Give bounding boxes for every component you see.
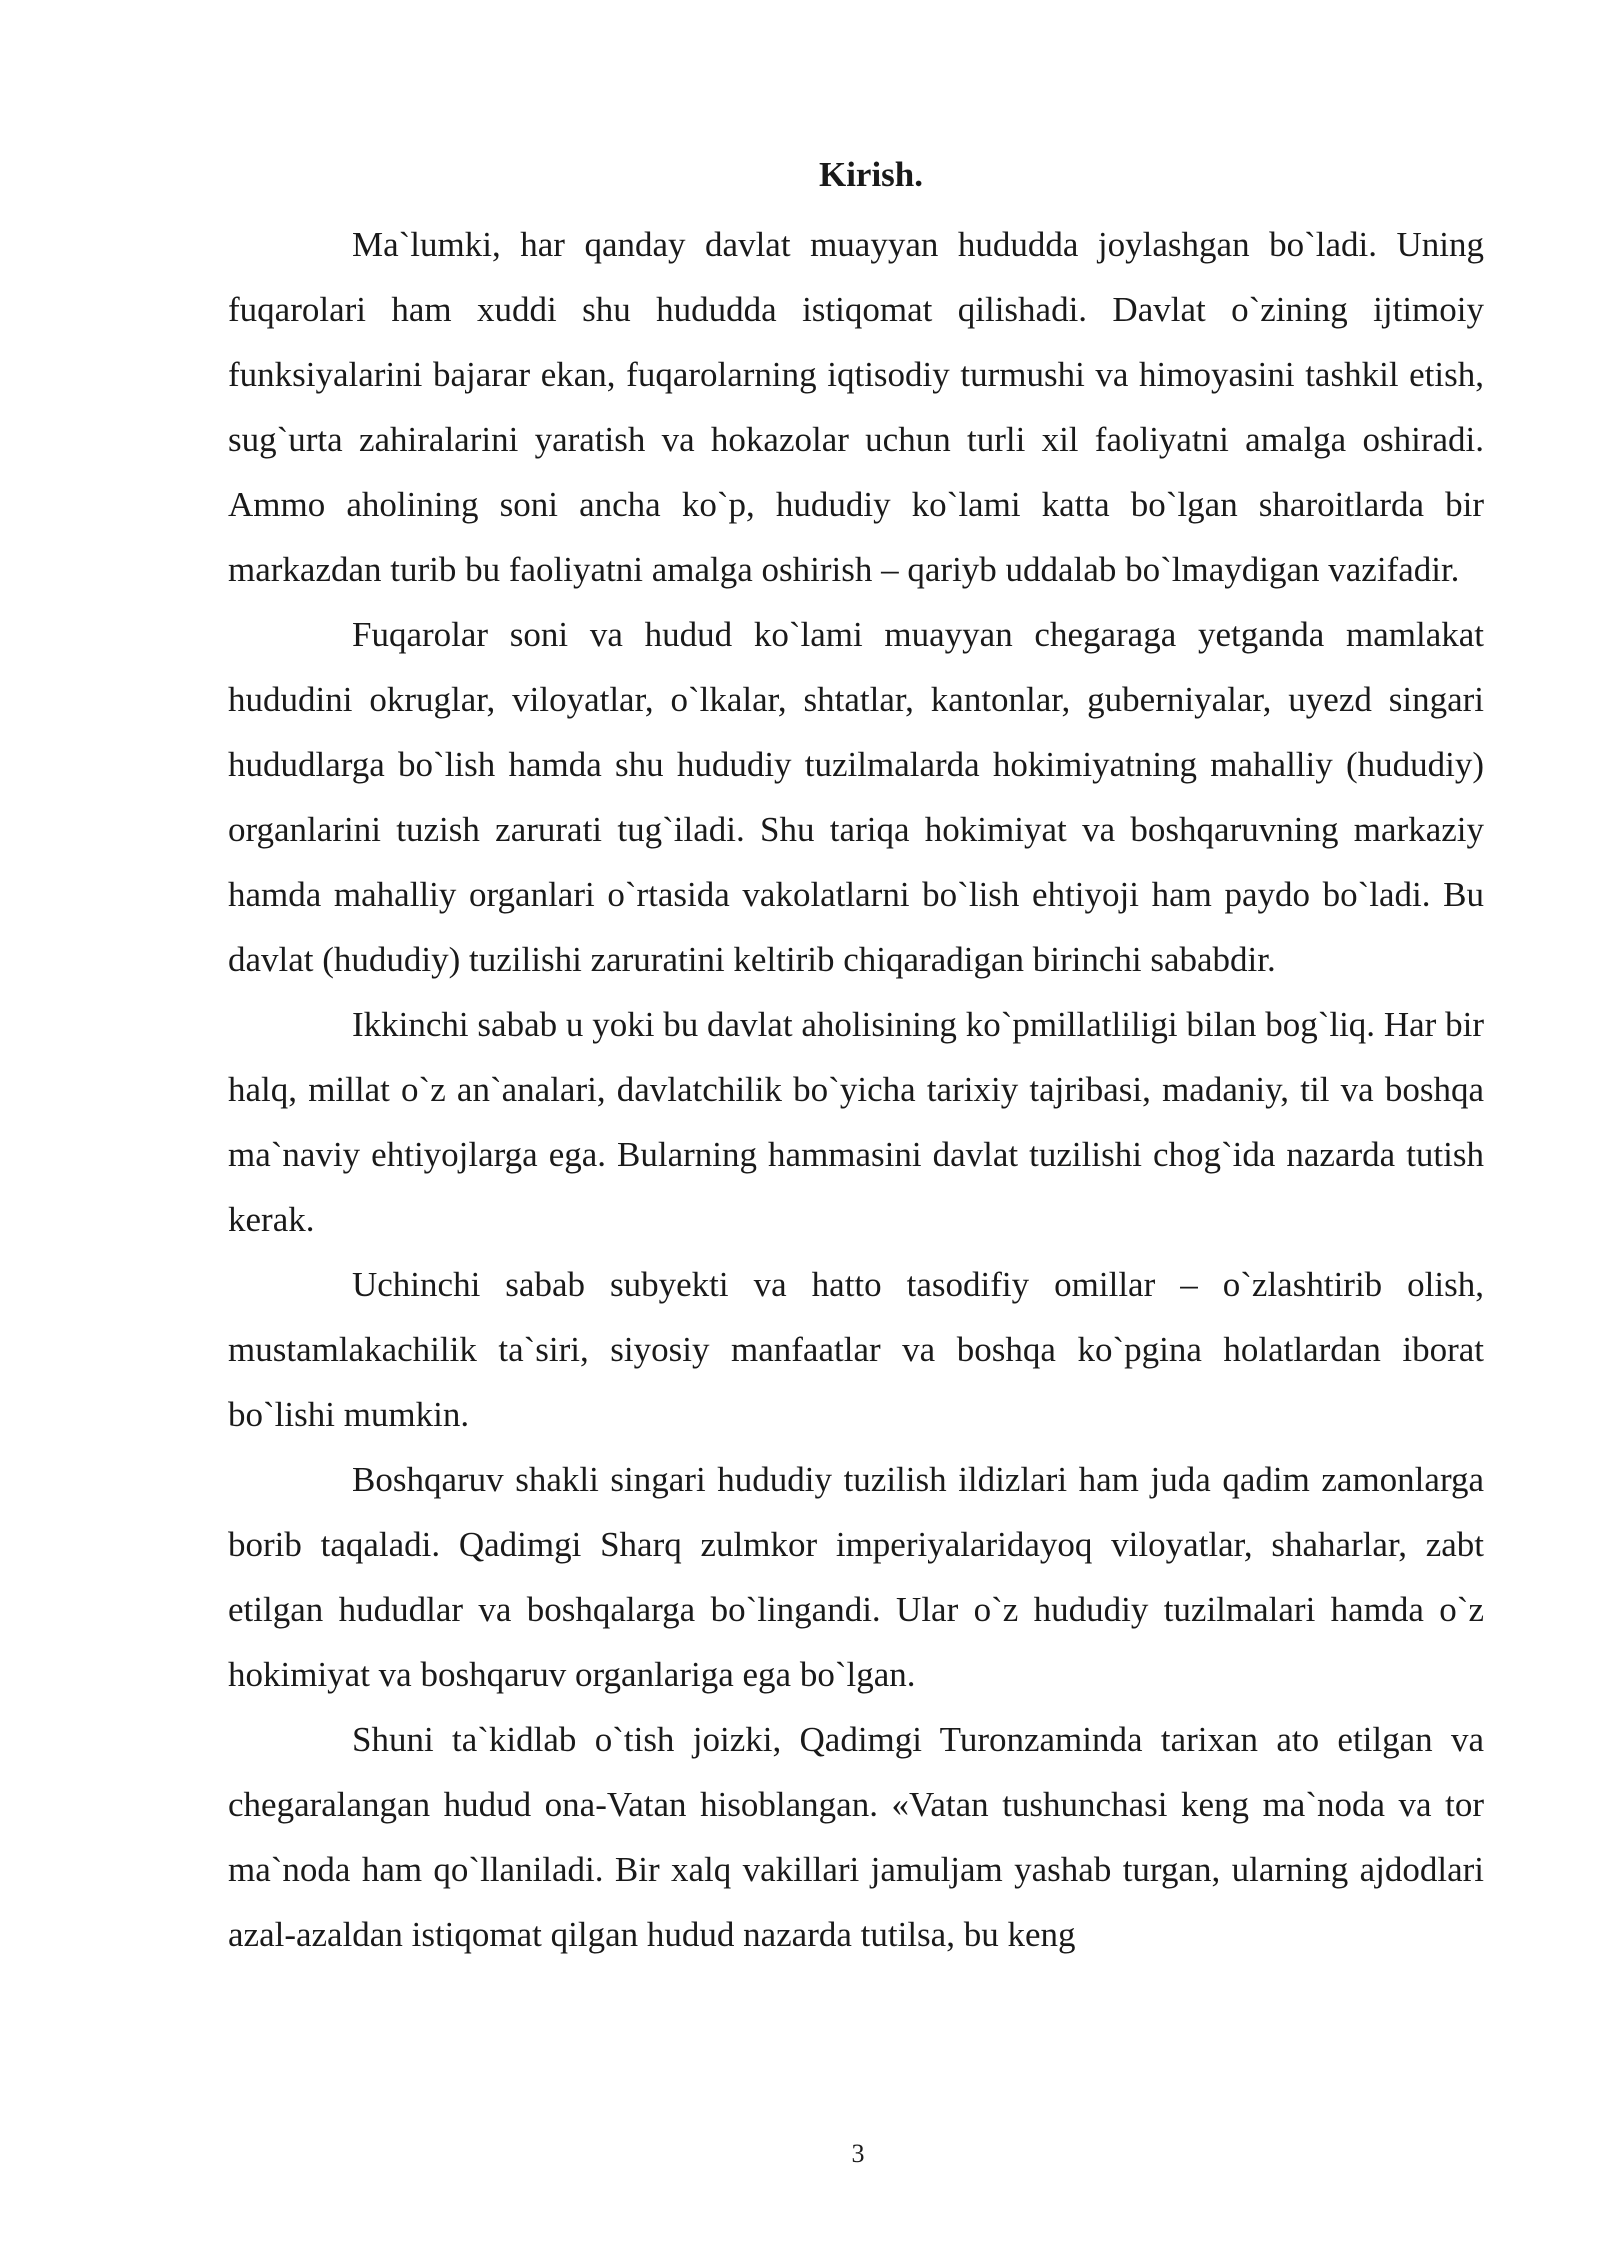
paragraph-4: Uchinchi sabab subyekti va hatto tasodifiy omillar – o`zlashtirib olish, mustamlakachilik ta`siri, siyosiy manfaatlar va boshqa ko`pgina holatlardan iborat bo`lishi mumkin. [228, 1265, 1484, 1434]
paragraph-6: Shuni ta`kidlab o`tish joizki, Qadimgi Turonzaminda tarixan ato etilgan va chegaralangan hudud ona-Vatan hisoblangan. «Vatan tushunchasi keng ma`noda va tor ma`noda ham qo`llaniladi. Bir xalq vakillari jamuljam yashab turgan, ularning ajdodlari azal-azaldan istiqomat qilgan hudud nazarda tutilsa, bu keng [228, 1720, 1484, 1954]
paragraph-2: Fuqarolar soni va hudud ko`lami muayyan chegaraga yetganda mamlakat hududini okruglar, viloyatlar, o`lkalar, shtatlar, kantonlar, guberniyalar, uyezd singari hududlarga bo`lish hamda shu hududiy tuzilmalarda hokimiyatning mahalliy (hududiy) organlarini tuzish zarurati tug`iladi. Shu tariqa hokimiyat va boshqaruvning markaziy hamda mahalliy organlari o`rtasida vakolatlarni bo`lish ehtiyoji ham paydo bo`ladi. Bu davlat (hududiy) tuzilishi zaruratini keltirib chiqaradigan birinchi sababdir. [228, 615, 1484, 979]
page-title: Kirish. [818, 155, 924, 194]
paragraph-3: Ikkinchi sabab u yoki bu davlat aholisining ko`pmillatliligi bilan bog`liq. Har bir halq, millat o`z an`analari, davlatchilik bo`yicha tarixiy tajribasi, madaniy, til va boshqa ma`naviy ehtiyojlarga ega. Bularning hammasini davlat tuzilishi chog`ida nazarda tutish kerak. [228, 1005, 1484, 1239]
paragraph-5: Boshqaruv shakli singari hududiy tuzilish ildizlari ham juda qadim zamonlarga borib taqaladi. Qadimgi Sharq zulmkor imperiyalaridayoq viloyatlar, shaharlar, zabt etilgan hududlar va boshqalarga bo`lingandi. Ular o`z hududiy tuzilmalari hamda o`z hokimiyat va boshqaruv organlariga ega bo`lgan. [228, 1460, 1484, 1694]
paragraph-1: Ma`lumki, har qanday davlat muayyan hududda joylashgan bo`ladi. Uning fuqarolari ham xuddi shu hududda istiqomat qilishadi. Davlat o`zining ijtimoiy funksiyalarini bajarar ekan, fuqarolarning iqtisodiy turmushi va himoyasini tashkil etish, sug`urta zahiralarini yaratish va hokazolar uchun turli xil faoliyatni amalga oshiradi. Ammo aholining soni ancha ko`p, hududiy ko`lami katta bo`lgan sharoitlarda bir markazdan turib bu faoliyatni amalga oshirish – qariyb uddalab bo`lmaydigan vazifadir. [228, 225, 1484, 589]
page-number: 3 [851, 2139, 865, 2168]
page-body [228, 148, 1484, 1967]
